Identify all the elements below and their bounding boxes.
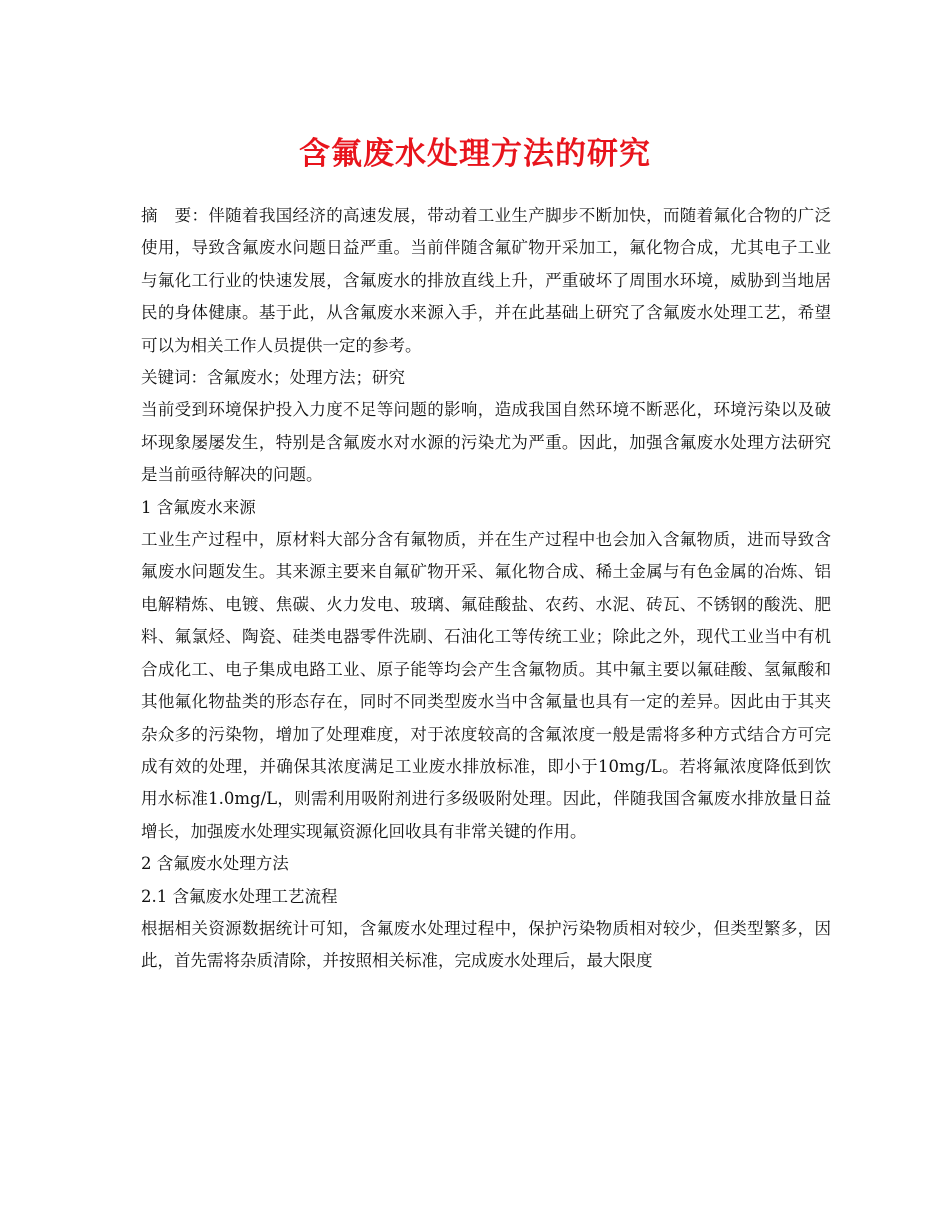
subsection-2-1-paragraph: 根据相关资源数据统计可知，含氟废水处理过程中，保护污染物质相对较少，但类型繁多，因此，首先需将杂质清除，并按照相关标准，完成废水处理后，最大限度 [141, 918, 831, 971]
section-1-paragraph: 工业生产过程中，原材料大部分含有氟物质，并在生产过程中也会加入含氟物质，进而导致含氟废水问题发生。其来源主要来自氟矿物开采、氟化物合成、稀土金属与有色金属的冶炼、铝电解精炼、电镀、焦碳、火力发电、玻璃、氟硅酸盐、农药、水泥、砖瓦、不锈钢的酸洗、肥料、氟氯烃、陶瓷、硅类电器零件洗刷、石油化工等传统工业；除此之外，现代工业当中有机合成化工、电子集成电路工业、原子能等均会产生含氟物质。其中氟主要以氟硅酸、氢氟酸和其他氟化物盐类的形态存在，同时不同类型废水当中含氟量也具有一定的差异。因此由于其夹杂众多的污染物，增加了处理难度，对于浓度较高的含氟浓度一般是需将多种方式结合方可完成有效的处理，并确保其浓度满足工业废水排放标准，即小于10mg/L。若将氟浓度降低到饮用水标准1.0mg/L，则需利用吸附剂进行多级吸附处理。因此，伴随我国含氟废水排放量日益增长，加强废水处理实现氟资源化回收具有非常关键的作用。 [141, 530, 831, 841]
section-heading-2: 2 含氟废水处理方法 [141, 854, 289, 874]
subsection-heading-2-1: 2.1 含氟废水处理工艺流程 [141, 886, 338, 906]
section-heading-1: 1 含氟废水来源 [141, 497, 256, 517]
intro-paragraph: 当前受到环境保护投入力度不足等问题的影响，造成我国自然环境不断恶化，环境污染以及破坏现象屡屡发生，特别是含氟废水对水源的污染尤为严重。因此，加强含氟废水处理方法研究是当前亟待解决的问题。 [141, 400, 831, 485]
document-title: 含氟废水处理方法的研究 [299, 136, 651, 172]
document-body [141, 200, 831, 978]
keywords-paragraph: 关键词：含氟废水；处理方法；研究 [141, 368, 405, 388]
abstract-paragraph: 摘 要：伴随着我国经济的高速发展，带动着工业生产脚步不断加快，而随着氟化合物的广泛使用，导致含氟废水问题日益严重。当前伴随含氟矿物开采加工，氟化物合成，尤其电子工业与氟化工行业的快速发展，含氟废水的排放直线上升，严重破坏了周围水环境，威胁到当地居民的身体健康。基于此，从含氟废水来源入手，并在此基础上研究了含氟废水处理工艺，希望可以为相关工作人员提供一定的参考。 [141, 206, 831, 355]
